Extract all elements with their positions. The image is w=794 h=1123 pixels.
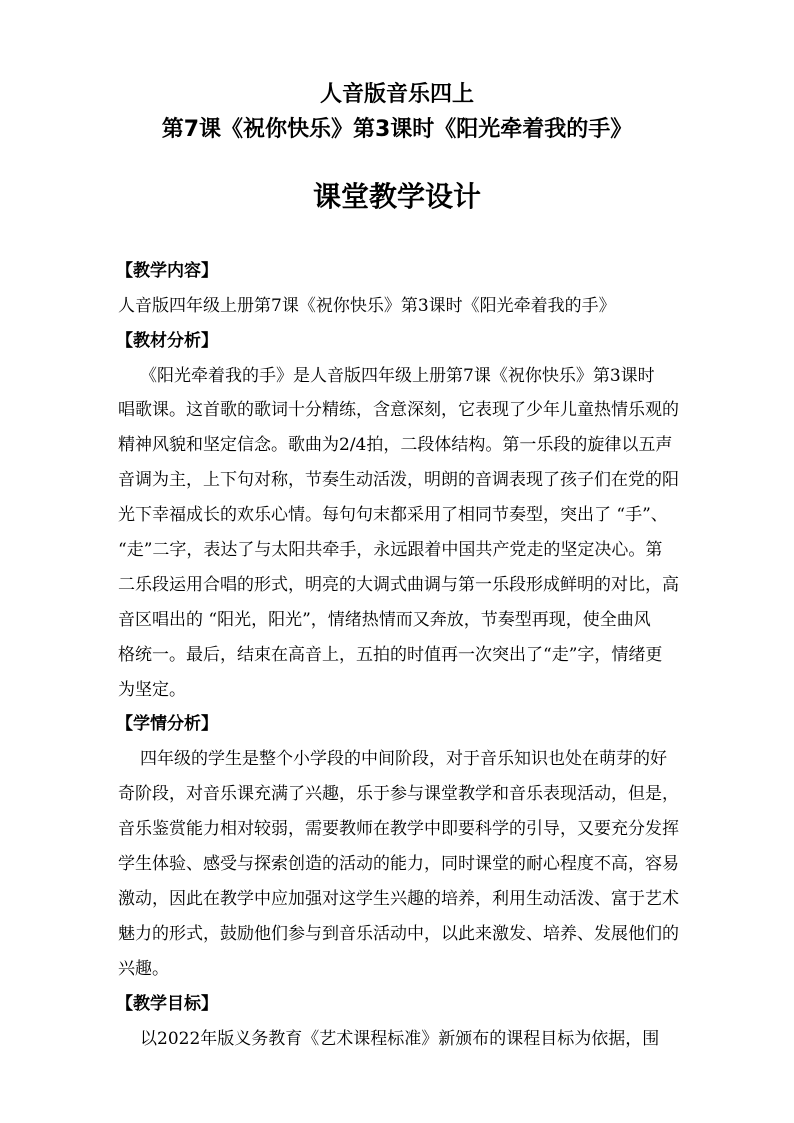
- paragraph-line: 魅力的形式，鼓励他们参与到音乐活动中，以此来激发、培养、发展他们的: [118, 924, 679, 944]
- document-title-main: 课堂教学设计: [312, 180, 481, 213]
- paragraph-line: 四年级的学生是整个小学段的中间阶段，对于音乐知识也处在萌芽的好: [140, 749, 667, 769]
- paragraph-line: 为坚定。: [118, 680, 186, 700]
- paragraph-line: 激动，因此在教学中应加强对这学生兴趣的培养，利用生动活泼、富于艺术: [118, 889, 679, 909]
- paragraph-line: 二乐段运用合唱的形式，明亮的大调式曲调与第一乐段形成鲜明的对比，高: [118, 575, 679, 595]
- document-title-lesson: 第7课《祝你快乐》第3课时《阳光牵着我的手》: [161, 117, 633, 142]
- heading-teaching-content: 【教学内容】: [116, 261, 218, 281]
- paragraph-line: 音调为主，上下句对称，节奏生动活泼，明朗的音调表现了孩子们在党的阳: [118, 470, 679, 490]
- paragraph-line: “走”二字，表达了与太阳共牵手，永远跟着中国共产党走的坚定决心。第: [118, 540, 663, 560]
- paragraph-line: 唱歌课。这首歌的歌词十分精练，含意深刻，它表现了少年儿童热情乐观的: [118, 400, 679, 420]
- paragraph-line: 人音版四年级上册第7课《祝你快乐》第3课时《阳光牵着我的手》: [118, 296, 616, 316]
- paragraph-line: 兴趣。: [118, 959, 169, 979]
- document-title-course: 人音版音乐四上: [319, 82, 474, 107]
- heading-student-analysis: 【学情分析】: [116, 714, 218, 734]
- heading-material-analysis: 【教材分析】: [116, 331, 218, 351]
- paragraph-line: 光下幸福成长的欢乐心情。每句句末都采用了相同节奏型，突出了 “手”、: [118, 505, 668, 525]
- heading-teaching-objectives: 【教学目标】: [116, 994, 218, 1014]
- paragraph-line: 学生体验、感受与探索创造的活动的能力，同时课堂的耐心程度不高，容易: [118, 854, 679, 874]
- paragraph-line: 《阳光牵着我的手》是人音版四年级上册第7课《祝你快乐》第3课时: [140, 366, 655, 386]
- paragraph-line: 以2022年版义务教育《艺术课程标准》新颁布的课程目标为依据，围: [140, 1029, 660, 1049]
- paragraph-line: 奇阶段，对音乐课充满了兴趣，乐于参与课堂教学和音乐表现活动，但是，: [118, 784, 679, 804]
- paragraph-line: 音区唱出的 “阳光，阳光”，情绪热情而又奔放，节奏型再现，使全曲风: [118, 610, 651, 630]
- paragraph-line: 音乐鉴赏能力相对较弱，需要教师在教学中即要科学的引导，又要充分发挥: [118, 819, 679, 839]
- paragraph-line: 格统一。最后，结束在高音上，五拍的时值再一次突出了“走”字，情绪更: [118, 645, 663, 665]
- paragraph-line: 精神风貌和坚定信念。歌曲为2/4拍，二段体结构。第一乐段的旋律以五声: [118, 435, 673, 455]
